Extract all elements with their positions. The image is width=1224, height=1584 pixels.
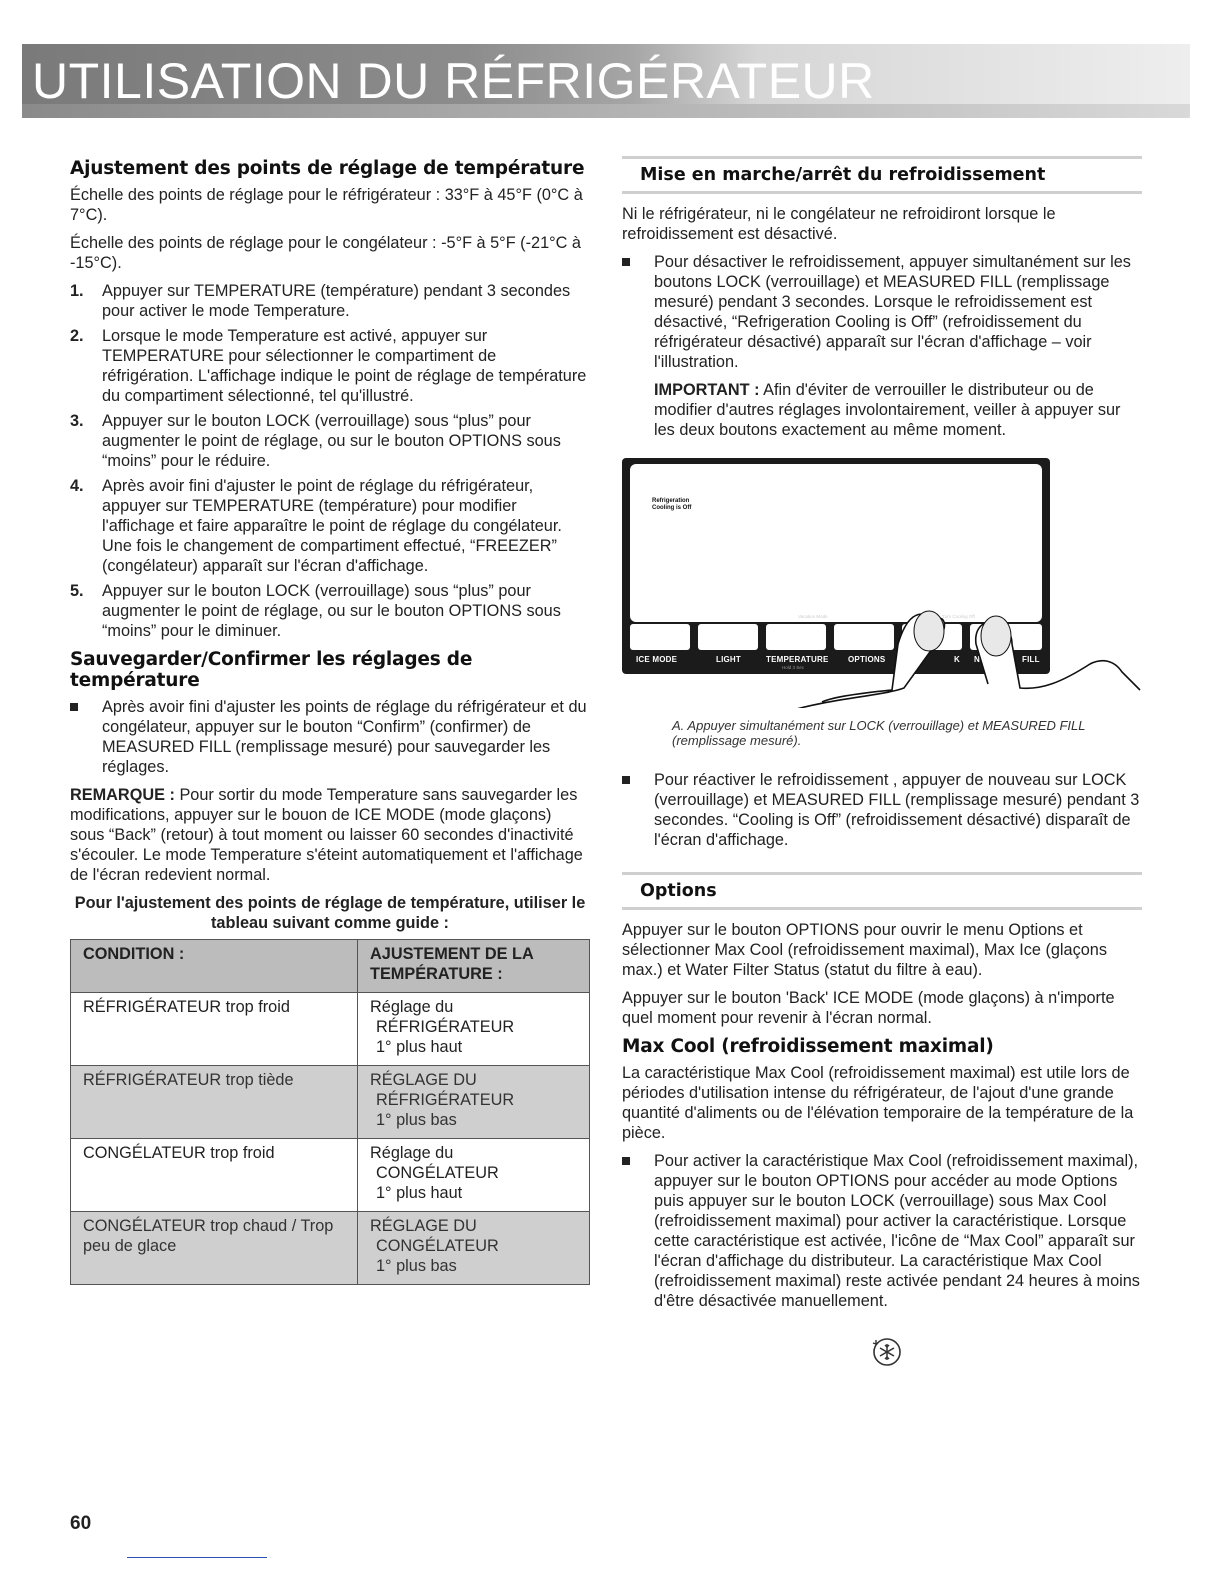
table-cell-adjustment [358,993,590,1066]
turn-cooling-off-label: Turn Cooling Off [942,614,975,619]
table-header-row [71,940,590,993]
section-heading-temperature-setpoints: Ajustement des points de réglage de température [70,158,585,179]
step-number: 4. [70,477,84,495]
table-header-adjustment: AJUSTEMENT DE LA TEMPÉRATURE : [358,940,590,993]
step-item [70,581,590,641]
step-text: Appuyer sur le bouton LOCK (verrouillage) sous “plus” pour augmenter le point de réglage, ou sur le bouton OPTIONS sous “moins” pour le réduire. [102,412,561,470]
table-intro: Pour l'ajustement des points de réglage de température, utiliser le tableau suivant comme guide : [74,894,586,932]
display-message-line: Cooling is Off [652,505,692,511]
bullet-item: Pour désactiver le refroidissement, appuyer simultanément sur les boutons LOCK (verrouillage) et MEASURED FILL (remplissage mesuré) pendant 3 secondes. Lorsque le refroidissement est désactivé, “Refrigeration Cooling is Off” (refroidissement du réfrigérateur désactivé) apparaît sur l'écran d'affichage – voir l'illustration. [622,252,1142,372]
table-cell-condition: CONGÉLATEUR trop froid [71,1139,358,1212]
important-text: Afin d'éviter de verrouiller le distributeur ou de modifier d'autres réglages involontairement, veiller à appuyer sur les deux boutons exactement au même moment. [654,381,1121,439]
adjust-line: 1° plus bas [376,1257,457,1275]
table-cell-adjustment [358,1139,590,1212]
step-text: Lorsque le mode Temperature est activé, appuyer sur TEMPERATURE pour sélectionner le compartiment de réfrigération. L'affichage indique le point de réglage de température du compartiment sélectionné, tel qu'illustré. [102,327,587,405]
adjust-line: Réglage du [370,1144,454,1162]
bullet-item: Pour activer la caractéristique Max Cool (refroidissement maximal), appuyer sur le bouton OPTIONS pour accéder au mode Options puis appuyer sur le bouton LOCK (verrouillage) sous Max Cool (refroidissement maximal) pour activer la caractéristique. Lorsque cette caractéristique est activée, l'icône de “Max Cool” apparaît sur l'écran d'affichage du distributeur. La caractéristique Max Cool (refroidissement maximal) reste activée pendant 24 heures à moins d'être désactivée manuellement. [622,1151,1142,1311]
left-column [70,152,590,1285]
step-item [70,281,590,321]
steps-list [70,281,590,641]
adjust-line: RÉGLAGE DU [370,1217,477,1235]
table-row [71,1139,590,1212]
lock-label-fragment: K [954,655,960,664]
page-title: UTILISATION DU RÉFRIGÉRATEUR [32,53,875,109]
adjust-line: Réglage du [370,998,454,1016]
step-text: Appuyer sur le bouton LOCK (verrouillage) sous “plus” pour augmenter le point de réglage, ou sur le bouton OPTIONS sous “moins” pour le diminuer. [102,582,561,640]
cooling-bullet-list [622,252,1142,372]
step-item [70,411,590,471]
important-paragraph [622,380,1142,440]
adjust-line: RÉFRIGÉRATEUR [376,1091,515,1109]
adjust-line: 1° plus bas [376,1111,457,1129]
table-cell-condition: CONGÉLATEUR trop chaud / Trop peu de glace [71,1212,358,1285]
bullet-item: Pour réactiver le refroidissement , appuyer de nouveau sur LOCK (verrouillage) et MEASURED FILL (remplissage mesuré) pendant 3 secondes. “Cooling is Off” (refroidissement désactivé) disparaît de l'écran d'affichage. [622,770,1142,850]
measured-label-fragment: N [974,655,980,664]
display-message-line: Refrigeration [652,498,690,504]
table-row [71,1066,590,1139]
max-cool-snowflake-icon [870,1335,1142,1374]
page-number: 60 [70,1513,92,1534]
step-item [70,326,590,406]
ice-mode-label: ICE MODE [636,655,678,664]
footer-divider [127,1557,267,1558]
section-heading-save-confirm: Sauvegarder/Confirmer les réglages de température [70,649,473,691]
remark-text: Pour sortir du mode Temperature sans sauvegarder les modifications, appuyer sur le bouon de ICE MODE (mode glaçons) sous “Back” (retour) à tout moment ou laisser 60 secondes d'inactivité s'écouler. Le mode Temperature s'éteint automatiquement et l'affichage de l'écran redevient normal. [70,786,583,884]
adjust-line: 1° plus haut [376,1038,463,1056]
step-number: 3. [70,412,84,430]
adjust-line: RÉGLAGE DU [370,1071,477,1089]
table-header-condition: CONDITION : [71,940,358,993]
save-bullet-list [70,697,590,777]
step-text: Appuyer sur TEMPERATURE (température) pendant 3 secondes pour activer le mode Temperature. [102,282,571,320]
section-heading-options: Options [622,872,1142,910]
max-cool-bullet-list [622,1151,1142,1311]
light-label: LIGHT [716,655,741,664]
options-text-2: Appuyer sur le bouton 'Back' ICE MODE (mode glaçons) à n'importe quel moment pour revenir à l'écran normal. [622,989,1115,1027]
step-number: 2. [70,327,84,345]
table-cell-condition: RÉFRIGÉRATEUR trop tiède [71,1066,358,1139]
table-cell-condition: RÉFRIGÉRATEUR trop froid [71,993,358,1066]
section-heading-cooling-on-off: Mise en marche/arrêt du refroidissement [622,156,1142,194]
cooling-intro-text: Ni le réfrigérateur, ni le congélateur ne refroidiront lorsque le refroidissement est désactivé. [622,205,1056,243]
step-item [70,476,590,576]
fingers-illustration [622,458,1142,708]
reactivate-bullet-list [622,770,1142,850]
step-number: 1. [70,282,84,300]
fill-label-fragment: FILL [1022,655,1040,664]
freezer-range-text: Échelle des points de réglage pour le congélateur : -5°F à 5°F (-21°C à -15°C). [70,234,581,272]
step-number: 5. [70,582,84,600]
table-cell-adjustment [358,1066,590,1139]
dispenser-display-illustration [622,458,1142,708]
left-finger-icon [786,611,945,708]
options-text-1: Appuyer sur le bouton OPTIONS pour ouvrir le menu Options et sélectionner Max Cool (refroidissement maximal), Max Ice (glaçons max.) et Water Filter Status (statut du filtre à eau). [622,921,1107,979]
temperature-label: TEMPERATURE [766,655,829,664]
right-finger-icon [976,616,1140,690]
table-row [71,1212,590,1285]
adjust-line: CONGÉLATEUR [376,1164,499,1182]
remark-label: REMARQUE : [70,786,175,804]
max-cool-intro: La caractéristique Max Cool (refroidissement maximal) est utile lors de périodes d'utilisation intense du réfrigérateur, de l'ajout d'une grande quantité d'aliments ou de l'élévation temporaire de la température de la pièce. [622,1064,1134,1142]
section-heading-max-cool: Max Cool (refroidissement maximal) [622,1036,994,1057]
adjustment-table [70,939,590,1285]
vacation-mode-label: Vacation Mode [798,614,828,619]
step-text: Après avoir fini d'ajuster le point de réglage du réfrigérateur, appuyer sur TEMPERATURE (température) pour modifier l'affichage et faire apparaître le point de réglage du congélateur. Une fois le changement de compartiment effectué, “FREEZER” (congélateur) apparaît sur l'écran d'affichage. [102,477,562,575]
illustration-caption: A. Appuyer simultanément sur LOCK (verrouillage) et MEASURED FILL (remplissage mesuré). [672,718,1086,748]
fridge-range-text: Échelle des points de réglage pour le réfrigérateur : 33°F à 45°F (0°C à 7°C). [70,186,583,224]
options-label: OPTIONS [848,655,886,664]
table-cell-adjustment [358,1212,590,1285]
adjust-line: CONGÉLATEUR [376,1237,499,1255]
remark-paragraph [70,785,590,885]
adjust-line: 1° plus haut [376,1184,463,1202]
adjust-line: RÉFRIGÉRATEUR [376,1018,515,1036]
table-row [71,993,590,1066]
bullet-item: Après avoir fini d'ajuster les points de réglage du réfrigérateur et du congélateur, appuyer sur le bouton “Confirm” (confirmer) de MEASURED FILL (remplissage mesuré) pour sauvegarder les réglages. [70,697,590,777]
hold-3-sec-label: Hold 3 Sec [782,665,805,670]
important-label: IMPORTANT : [654,381,760,399]
right-column [622,152,1142,1374]
